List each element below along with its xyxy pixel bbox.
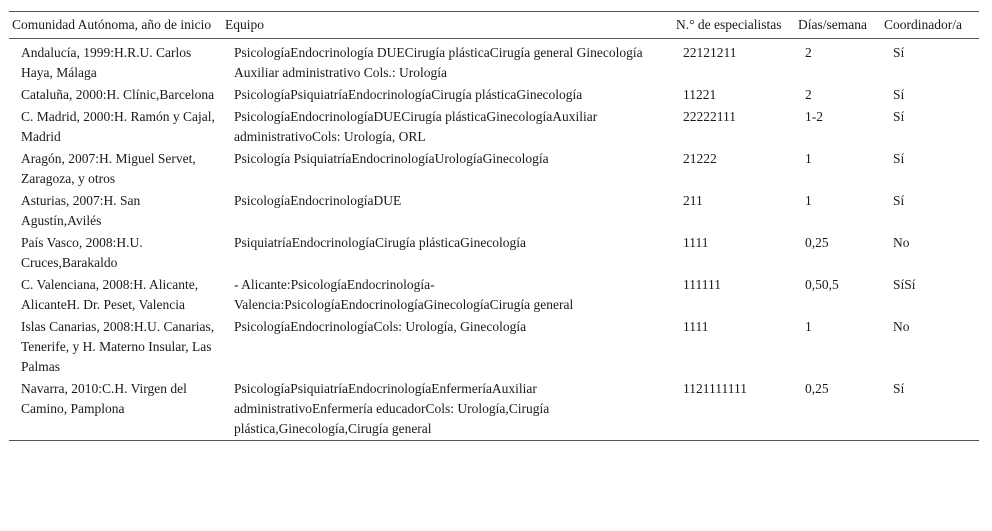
cell-comunidad: C. Valenciana, 2008:H. Alicante, AlicanteH. Dr. Peset, Valencia bbox=[21, 277, 199, 312]
header-equipo: Equipo bbox=[225, 17, 264, 32]
cell-equipo: - Alicante:PsicologíaEndocrinología-Valencia:PsicologíaEndocrinologíaGinecologíaCirugía general bbox=[234, 277, 574, 312]
cell-especialistas: 21222 bbox=[683, 151, 717, 166]
cell-coordinador: Sí bbox=[893, 87, 905, 102]
cell-equipo: Psicología PsiquiatríaEndocrinologíaUrologíaGinecología bbox=[234, 151, 549, 166]
table-row bbox=[9, 84, 979, 106]
cell-coordinador: Sí bbox=[893, 381, 905, 396]
cell-comunidad: Islas Canarias, 2008:H.U. Canarias, Tenerife, y H. Materno Insular, Las Palmas bbox=[21, 319, 215, 374]
table-row bbox=[9, 190, 979, 232]
cell-coordinador: No bbox=[893, 235, 910, 250]
cell-comunidad: Andalucía, 1999:H.R.U. Carlos Haya, Málaga bbox=[21, 45, 192, 80]
cell-especialistas: 211 bbox=[683, 193, 703, 208]
cell-equipo: PsiquiatríaEndocrinologíaCirugía plásticaGinecología bbox=[234, 235, 527, 250]
cell-dias: 1 bbox=[805, 193, 812, 208]
cell-dias: 0,50,5 bbox=[805, 277, 839, 292]
cell-equipo: PsicologíaEndocrinologíaCols: Urología, Ginecología bbox=[234, 319, 527, 334]
cell-equipo: PsicologíaEndocrinología DUECirugía plásticaCirugía general Ginecología Auxiliar administrativo Cols.: Urología bbox=[234, 45, 643, 80]
cell-equipo: PsicologíaEndocrinologíaDUECirugía plásticaGinecologíaAuxiliar administrativoCols: Urología, ORL bbox=[234, 109, 598, 144]
table-body bbox=[9, 39, 979, 441]
header-row bbox=[9, 12, 979, 39]
cell-equipo: PsicologíaPsiquiatríaEndocrinologíaEnfermeríaAuxiliar administrativoEnfermería educadorCols: Urología,Cirugía plástica,Ginecología,Cirugía general bbox=[234, 381, 550, 436]
cell-especialistas: 1121111111 bbox=[683, 381, 747, 396]
cell-comunidad: C. Madrid, 2000:H. Ramón y Cajal, Madrid bbox=[21, 109, 215, 144]
cell-coordinador: Sí bbox=[893, 151, 905, 166]
cell-especialistas: 111111 bbox=[683, 277, 721, 292]
cell-especialistas: 1111 bbox=[683, 319, 709, 334]
cell-dias: 1 bbox=[805, 151, 812, 166]
cell-coordinador: No bbox=[893, 319, 910, 334]
cell-dias: 1-2 bbox=[805, 109, 823, 124]
cell-comunidad: Asturias, 2007:H. San Agustín,Avilés bbox=[21, 193, 141, 228]
table-row bbox=[9, 232, 979, 274]
cell-equipo: PsicologíaPsiquiatríaEndocrinologíaCirugía plásticaGinecología bbox=[234, 87, 583, 102]
cell-comunidad: Aragón, 2007:H. Miguel Servet, Zaragoza, y otros bbox=[21, 151, 196, 186]
cell-coordinador: Sí bbox=[893, 109, 905, 124]
units-table bbox=[9, 11, 979, 441]
header-especialistas: N.° de especialistas bbox=[676, 17, 782, 32]
cell-especialistas: 22121211 bbox=[683, 45, 737, 60]
cell-dias: 0,25 bbox=[805, 381, 829, 396]
header-coordinador: Coordinador/a bbox=[884, 17, 962, 32]
header-comunidad: Comunidad Autónoma, año de inicio bbox=[12, 17, 212, 32]
cell-comunidad: Navarra, 2010:C.H. Virgen del Camino, Pamplona bbox=[21, 381, 187, 416]
table-row bbox=[9, 316, 979, 378]
cell-coordinador: Sí bbox=[893, 193, 905, 208]
cell-especialistas: 11221 bbox=[683, 87, 717, 102]
cell-comunidad: Cataluña, 2000:H. Clínic,Barcelona bbox=[21, 87, 215, 102]
table-row bbox=[9, 106, 979, 148]
table-row bbox=[9, 378, 979, 441]
cell-dias: 2 bbox=[805, 45, 812, 60]
table-row bbox=[9, 148, 979, 190]
cell-dias: 2 bbox=[805, 87, 812, 102]
cell-dias: 1 bbox=[805, 319, 812, 334]
cell-coordinador: SíSí bbox=[893, 277, 916, 292]
header-dias: Días/semana bbox=[798, 17, 867, 32]
table-header bbox=[9, 12, 979, 39]
cell-equipo: PsicologíaEndocrinologíaDUE bbox=[234, 193, 402, 208]
cell-especialistas: 1111 bbox=[683, 235, 709, 250]
cell-comunidad: País Vasco, 2008:H.U. Cruces,Barakaldo bbox=[21, 235, 143, 270]
cell-especialistas: 22222111 bbox=[683, 109, 736, 124]
cell-coordinador: Sí bbox=[893, 45, 905, 60]
data-table-container bbox=[9, 11, 979, 441]
table-row bbox=[9, 39, 979, 85]
cell-dias: 0,25 bbox=[805, 235, 829, 250]
table-row bbox=[9, 274, 979, 316]
